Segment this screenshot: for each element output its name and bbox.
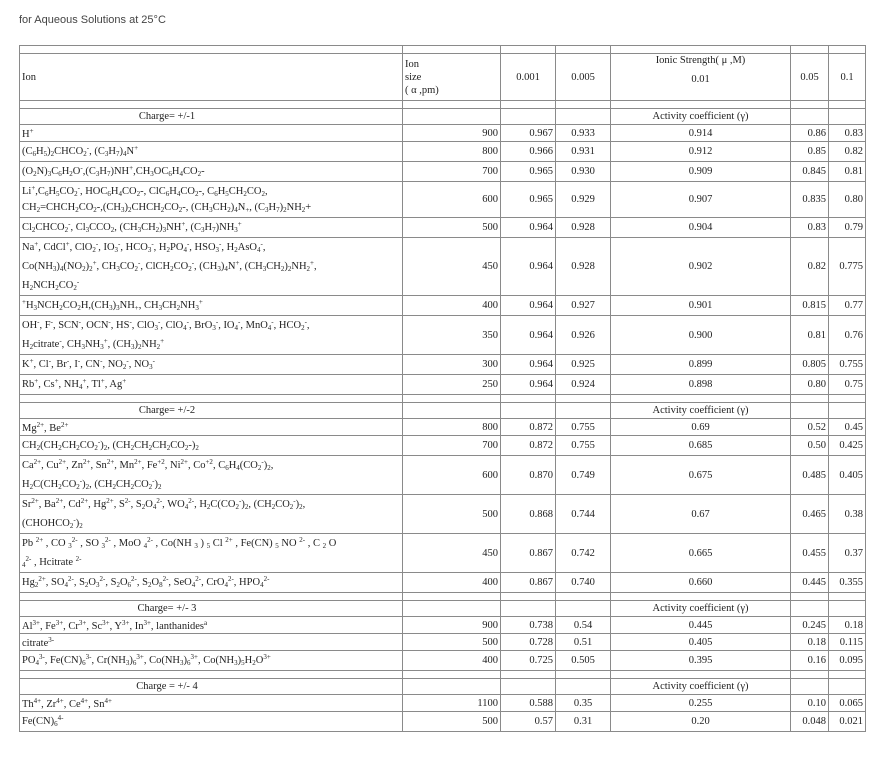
ion-size-cell: 600 (403, 182, 501, 218)
ion-size-cell: 450 (403, 238, 501, 296)
activity-value-cell: 0.395 (611, 651, 791, 671)
section-title: Charge= +/- 3 (20, 601, 403, 617)
activity-value-cell: 0.485 (791, 456, 829, 495)
spacer-cell (791, 593, 829, 601)
ion-size-cell: 800 (403, 142, 501, 162)
spacer-cell (403, 101, 501, 109)
section-header-blank (501, 403, 556, 419)
table-row (20, 634, 866, 651)
activity-value-cell: 0.742 (556, 534, 611, 573)
section-header-blank (556, 403, 611, 419)
activity-value-cell: 0.928 (556, 238, 611, 296)
activity-value-cell: 0.728 (501, 634, 556, 651)
table-row (20, 436, 866, 456)
table-row (20, 296, 866, 316)
section-title: Charge = +/- 4 (20, 679, 403, 695)
spacer-cell (556, 671, 611, 679)
ion-cell: H+ (20, 125, 403, 142)
table-row (20, 125, 866, 142)
mu-header-0: 0.001 (501, 54, 556, 101)
section-header-blank (501, 109, 556, 125)
activity-value-cell: 0.912 (611, 142, 791, 162)
table-row (20, 456, 866, 495)
ion-size-cell: 350 (403, 316, 501, 355)
ion-cell: $Hg_2^{2+}$, $SO_4^{2-}$, $S_2O_3^{2-}$, $S_2O_6^{2-}$, $S_2O_8^{2-}$, SeO$_4^{2-}$, CrO$_4^{2-}$, $HPO_4^{2-}$ (20, 573, 403, 593)
activity-value-cell: 0.660 (611, 573, 791, 593)
activity-value-cell: 0.588 (501, 695, 556, 712)
activity-value-cell: 0.16 (791, 651, 829, 671)
spacer-cell (611, 593, 791, 601)
spacer-cell (501, 101, 556, 109)
activity-value-cell: 0.255 (611, 695, 791, 712)
spacer-cell (556, 395, 611, 403)
activity-value-cell: 0.18 (791, 634, 829, 651)
activity-value-cell: 0.355 (829, 573, 866, 593)
activity-coefficient-label: Activity coefficient (γ) (611, 403, 791, 419)
section-header-row (20, 109, 866, 125)
activity-value-cell: 0.845 (791, 162, 829, 182)
activity-value-cell: 0.967 (501, 125, 556, 142)
section-header-blank (791, 601, 829, 617)
section-header-blank (791, 109, 829, 125)
activity-value-cell: 0.964 (501, 316, 556, 355)
activity-value-cell: 0.675 (611, 456, 791, 495)
ion-size-header-line-2: size (405, 71, 422, 83)
activity-value-cell: 0.964 (501, 375, 556, 395)
activity-value-cell: 0.907 (611, 182, 791, 218)
section-header-blank (556, 109, 611, 125)
activity-value-cell: 0.445 (791, 573, 829, 593)
activity-coefficient-label: Activity coefficient (γ) (611, 109, 791, 125)
activity-value-cell: 0.51 (556, 634, 611, 651)
activity-value-cell: 0.54 (556, 617, 611, 634)
spacer-cell (20, 671, 403, 679)
activity-value-cell: 0.455 (791, 534, 829, 573)
activity-value-cell: 0.904 (611, 218, 791, 238)
activity-value-cell: 0.82 (791, 238, 829, 296)
ion-size-cell: 900 (403, 617, 501, 634)
spacer-cell (403, 395, 501, 403)
section-header-blank (829, 601, 866, 617)
activity-value-cell: 0.425 (829, 436, 866, 456)
section-header-blank (403, 109, 501, 125)
section-title: Charge= +/-1 (20, 109, 403, 125)
activity-value-cell: 0.81 (791, 316, 829, 355)
activity-value-cell: 0.31 (556, 712, 611, 732)
activity-value-cell: 0.898 (611, 375, 791, 395)
ion-cell: OH-, F-, SCN-, OCN-, HS-, ClO$_3$-, ClO$_4$-, BrO$_3$-, $IO_4^-$, MnO$_4$-, $HCO_2^-$, $H_2citrate^-$, $CH_3NH_3^+$, $(CH_3)_2NH_2^+$ (20, 316, 403, 355)
table-row (20, 573, 866, 593)
section-header-blank (403, 679, 501, 695)
activity-value-cell: 0.867 (501, 534, 556, 573)
activity-value-cell: 0.67 (611, 495, 791, 534)
section-spacer-row (20, 101, 866, 109)
activity-value-cell: 0.965 (501, 182, 556, 218)
activity-value-cell: 0.930 (556, 162, 611, 182)
ion-size-cell: 400 (403, 573, 501, 593)
spacer-cell (556, 593, 611, 601)
spacer-cell (501, 593, 556, 601)
table-row (20, 651, 866, 671)
activity-value-cell: 0.966 (501, 142, 556, 162)
activity-value-cell: 0.465 (791, 495, 829, 534)
spacer-cell (791, 395, 829, 403)
activity-value-cell: 0.76 (829, 316, 866, 355)
ion-cell: $Al^{3+}$, $Fe^{3+}$, $Cr^{3+}$, $Sc^{3+}$, $Y^{3+}$, $In^{3+}$, lanthanides$^a$ (20, 617, 403, 634)
table-row (20, 495, 866, 534)
ion-cell: Rb+, Cs+, $NH_4^+$, Tl+, Ag+ (20, 375, 403, 395)
section-header-blank (556, 679, 611, 695)
ion-cell: K+, Cl-, Br-, I-, CN-, $NO_2^-$, $NO_3^-$ (20, 355, 403, 375)
ion-size-cell: 450 (403, 534, 501, 573)
ion-size-cell: 500 (403, 712, 501, 732)
table-row (20, 355, 866, 375)
activity-value-cell: 0.964 (501, 218, 556, 238)
table-row (20, 238, 866, 296)
ion-size-cell: 700 (403, 162, 501, 182)
activity-value-cell: 0.80 (829, 182, 866, 218)
mu-header-2: 0.01 (691, 74, 710, 85)
spacer-cell (829, 395, 866, 403)
ion-size-cell: 500 (403, 634, 501, 651)
spacer-cell (829, 101, 866, 109)
activity-value-cell: 0.931 (556, 142, 611, 162)
section-header-blank (829, 109, 866, 125)
activity-value-cell: 0.095 (829, 651, 866, 671)
activity-value-cell: 0.755 (829, 355, 866, 375)
spacer-cell (20, 395, 403, 403)
activity-value-cell: 0.900 (611, 316, 791, 355)
activity-value-cell: 0.665 (611, 534, 791, 573)
ion-cell: $Cl_2CHCO_2^-$, $Cl_3CCO_2$, $(CH_3CH_2)_3NH^+$, $(C_3H_7)NH_3^+$ (20, 218, 403, 238)
section-header-blank (501, 679, 556, 695)
ion-cell: citrate$^{3-}$ (20, 634, 403, 651)
activity-value-cell: 0.927 (556, 296, 611, 316)
spacer-cell (501, 671, 556, 679)
activity-value-cell: 0.872 (501, 419, 556, 436)
ion-size-header-line-1: Ion (405, 58, 419, 70)
activity-value-cell: 0.45 (829, 419, 866, 436)
spacer-cell (403, 593, 501, 601)
section-header-row (20, 403, 866, 419)
ion-column-header: Ion (20, 54, 403, 101)
activity-value-cell: 0.83 (791, 218, 829, 238)
activity-value-cell: 0.867 (501, 573, 556, 593)
activity-value-cell: 0.405 (611, 634, 791, 651)
ion-size-cell: 700 (403, 436, 501, 456)
activity-value-cell: 0.83 (829, 125, 866, 142)
activity-value-cell: 0.048 (791, 712, 829, 732)
activity-value-cell: 0.815 (791, 296, 829, 316)
spacer-cell (829, 593, 866, 601)
table-row (20, 316, 866, 355)
ion-size-cell: 900 (403, 125, 501, 142)
activity-value-cell: 0.80 (791, 375, 829, 395)
ion-size-cell: 250 (403, 375, 501, 395)
activity-value-cell: 0.85 (791, 142, 829, 162)
section-spacer-row (20, 593, 866, 601)
activity-value-cell: 0.738 (501, 617, 556, 634)
activity-value-cell: 0.964 (501, 238, 556, 296)
header-row (20, 54, 866, 101)
activity-value-cell: 0.77 (829, 296, 866, 316)
table-row (20, 142, 866, 162)
ion-size-cell: 400 (403, 296, 501, 316)
mu-header-4: 0.1 (829, 54, 866, 101)
ion-cell: $Fe(CN)_6^{4-}$ (20, 712, 403, 732)
table-caption: for Aqueous Solutions at 25°C (19, 14, 166, 26)
mu-header-1: 0.005 (556, 54, 611, 101)
activity-value-cell: 0.914 (611, 125, 791, 142)
spacer-cell (20, 593, 403, 601)
activity-value-cell: 0.725 (501, 651, 556, 671)
ion-size-cell: 500 (403, 218, 501, 238)
activity-value-cell: 0.964 (501, 296, 556, 316)
ion-cell: $Ca^{2+}$, $Cu^{2+}$, $Zn^{2+}$, $Sn^{2+}$, $Mn^{2+}$, $Fe^{+2}$, $Ni^{2+}$, $Co^{+2}$, $C_6H_4(CO_2^-)_2$, $H_2C(CH_2CO_2^-)_2$, $(CH_2CH_2CO_2^-)_2$ (20, 456, 403, 495)
activity-value-cell: 0.744 (556, 495, 611, 534)
ion-cell: Na+, CdCl+, ClO$_2$-, $IO_3^-$, $HCO_3^-$, $H_2PO_4^-$, $HSO_3^-$, $H_2AsO_4^-$, $Co(NH_3)_4(NO_2)_2^+$, $CH_3CO_2^-$, $ClCH_2CO_2^-$, $(CH_3)_4N^+$, $(CH_3CH_2)_2NH_2^+$, $H_2NCH_2CO_2^-$ (20, 238, 403, 296)
activity-value-cell: 0.868 (501, 495, 556, 534)
activity-value-cell: 0.18 (829, 617, 866, 634)
section-spacer-row (20, 671, 866, 679)
section-header-blank (403, 403, 501, 419)
activity-value-cell: 0.57 (501, 712, 556, 732)
activity-value-cell: 0.926 (556, 316, 611, 355)
activity-value-cell: 0.021 (829, 712, 866, 732)
spacer-cell (556, 101, 611, 109)
activity-value-cell: 0.740 (556, 573, 611, 593)
activity-value-cell: 0.805 (791, 355, 829, 375)
activity-coefficient-label: Activity coefficient (γ) (611, 679, 791, 695)
section-header-row (20, 601, 866, 617)
section-header-blank (829, 403, 866, 419)
activity-value-cell: 0.50 (791, 436, 829, 456)
activity-value-cell: 0.81 (829, 162, 866, 182)
section-header-blank (501, 601, 556, 617)
activity-value-cell: 0.924 (556, 375, 611, 395)
section-header-blank (556, 601, 611, 617)
activity-value-cell: 0.902 (611, 238, 791, 296)
ion-size-cell: 800 (403, 419, 501, 436)
activity-coefficient-label: Activity coefficient (γ) (611, 601, 791, 617)
activity-value-cell: 0.755 (556, 419, 611, 436)
activity-value-cell: 0.685 (611, 436, 791, 456)
activity-value-cell: 0.79 (829, 218, 866, 238)
ion-cell: $CH_2(CH_2CH_2CO_2^-)_2$, $(CH_2CH_2CH_2CO_2-)_2$ (20, 436, 403, 456)
spacer-cell (611, 395, 791, 403)
activity-value-cell: 0.52 (791, 419, 829, 436)
section-title: Charge= +/-2 (20, 403, 403, 419)
activity-value-cell: 0.445 (611, 617, 791, 634)
table-row (20, 419, 866, 436)
table-row (20, 617, 866, 634)
activity-value-cell: 0.86 (791, 125, 829, 142)
section-header-row (20, 679, 866, 695)
activity-value-cell: 0.872 (501, 436, 556, 456)
activity-value-cell: 0.933 (556, 125, 611, 142)
ion-size-cell: 300 (403, 355, 501, 375)
activity-value-cell: 0.065 (829, 695, 866, 712)
activity-value-cell: 0.38 (829, 495, 866, 534)
spacer-cell (20, 101, 403, 109)
ion-cell: $(C_6H_5)_2CHCO_2^-$, $(C_3H_7)_4N^+$ (20, 142, 403, 162)
activity-value-cell: 0.245 (791, 617, 829, 634)
activity-value-cell: 0.870 (501, 456, 556, 495)
activity-coefficient-table (19, 45, 866, 732)
ionic-strength-label: Ionic Strength( μ ,M) (655, 55, 746, 66)
spacer-cell (501, 395, 556, 403)
activity-value-cell: 0.901 (611, 296, 791, 316)
activity-value-cell: 0.75 (829, 375, 866, 395)
table-body (20, 46, 866, 732)
ion-cell: $Sr^{2+}$, $Ba^{2+}$, $Cd^{2+}$, $Hg^{2+}$, $S^{2-}$, $S_2O_4^{2-}$, $WO_4^{2-}$, $H_2C(CO_2^-)_2$, $(CH_2CO_2^-)_2$, $(CHOHCO_2^-)_2$ (20, 495, 403, 534)
ion-size-cell: 500 (403, 495, 501, 534)
activity-value-cell: 0.115 (829, 634, 866, 651)
ion-size-header-line-3: ( α ,pm) (405, 84, 439, 96)
table-row (20, 695, 866, 712)
activity-value-cell: 0.749 (556, 456, 611, 495)
mu-header-3: 0.05 (791, 54, 829, 101)
spacer-cell (829, 671, 866, 679)
table-row (20, 375, 866, 395)
activity-value-cell: 0.909 (611, 162, 791, 182)
table-row (20, 162, 866, 182)
section-header-blank (791, 679, 829, 695)
ion-size-cell: 600 (403, 456, 501, 495)
table-row (20, 218, 866, 238)
activity-value-cell: 0.35 (556, 695, 611, 712)
activity-value-cell: 0.899 (611, 355, 791, 375)
section-header-blank (829, 679, 866, 695)
table-row (20, 534, 866, 573)
activity-value-cell: 0.835 (791, 182, 829, 218)
spacer-cell (791, 101, 829, 109)
activity-value-cell: 0.964 (501, 355, 556, 375)
activity-value-cell: 0.10 (791, 695, 829, 712)
ion-size-cell: 1100 (403, 695, 501, 712)
spacer-cell (611, 101, 791, 109)
spacer-cell (403, 671, 501, 679)
section-header-blank (791, 403, 829, 419)
activity-value-cell: 0.929 (556, 182, 611, 218)
table-row (20, 182, 866, 218)
ion-size-cell: 400 (403, 651, 501, 671)
ion-cell: $Li^+,C_6H_5CO_2^-$, $HOC_6H_4CO_2-$, $ClC_6H_4CO_2-$, $C_6H_5CH_2CO_2$, $CH_2=CHCH_2CO_2-,(CH_3)_2CHCH_2CO_2-$, $(CH_3CH_2)_4N_+$, $(C_3H_7)_2NH_2+$ (20, 182, 403, 218)
activity-value-cell: 0.775 (829, 238, 866, 296)
activity-value-cell: 0.505 (556, 651, 611, 671)
activity-value-cell: 0.37 (829, 534, 866, 573)
header-spacer-row (20, 46, 866, 54)
activity-value-cell: 0.965 (501, 162, 556, 182)
ion-cell: $PO_4^{3-}$, $Fe(CN)_6^{3-}$, $Cr(NH_3)_6^{3+}$, $Co(NH_3)_6^{3+}$, $Co(NH_3)_5H_2O^{3+}$ (20, 651, 403, 671)
activity-value-cell: 0.925 (556, 355, 611, 375)
spacer-cell (611, 671, 791, 679)
ion-cell: $^+H_3NCH_2CO_2H,(CH_3)_3NH_+$, $CH_3CH_2NH_3^+$ (20, 296, 403, 316)
section-header-blank (403, 601, 501, 617)
ion-cell: $Mg^{2+}$, $Be^{2+}$ (20, 419, 403, 436)
ion-cell: Pb $^{2+}$ , CO $_3^{2-}$ , SO $_3^{2-}$ , MoO $_4^{2-}$ , Co(NH $_3$ ) $_5$ Cl $^{2+}$ , Fe(CN) $_5$ NO $^{2-}$ , C $_2$ O $_4^{2-}$ , Hcitrate $^{2-}$ (20, 534, 403, 573)
activity-value-cell: 0.20 (611, 712, 791, 732)
activity-value-cell: 0.405 (829, 456, 866, 495)
activity-value-cell: 0.928 (556, 218, 611, 238)
ion-size-column-header (403, 54, 501, 101)
spacer-cell (791, 671, 829, 679)
table-row (20, 712, 866, 732)
activity-value-cell: 0.69 (611, 419, 791, 436)
ionic-strength-header (611, 54, 791, 101)
ion-cell: $Th^{4+}$, $Zr^{4+}$, $Ce^{4+}$, $Sn^{4+}$ (20, 695, 403, 712)
activity-value-cell: 0.82 (829, 142, 866, 162)
ion-cell: $(O_2N)_3C_6H_2O^-,(C_3H_7)NH^+,CH_3OC_6H_4CO_2-$ (20, 162, 403, 182)
activity-value-cell: 0.755 (556, 436, 611, 456)
section-spacer-row (20, 395, 866, 403)
